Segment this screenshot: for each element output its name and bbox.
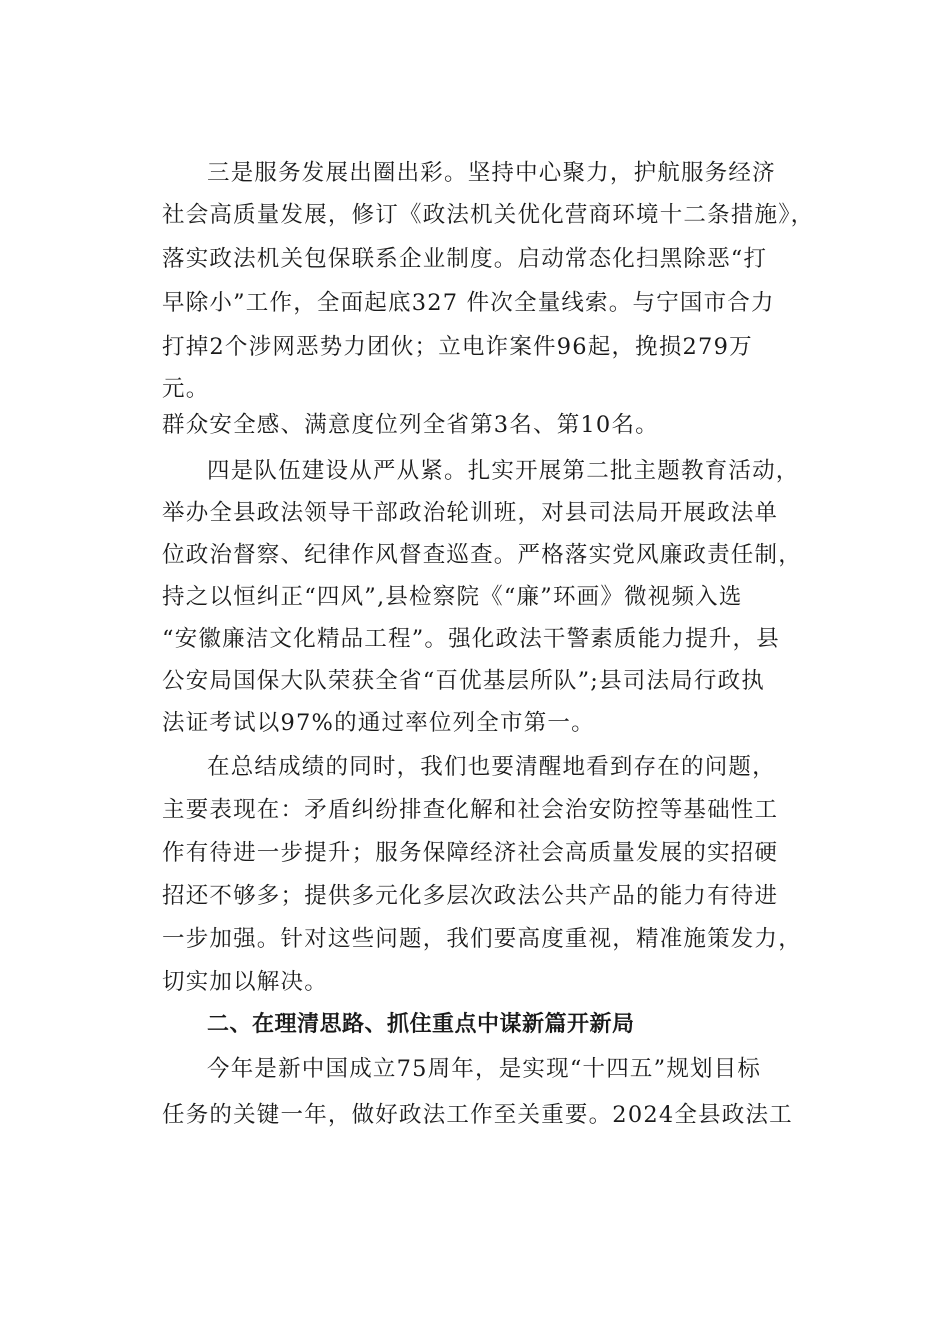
- text-line: 一步加强。针对这些问题，我们要高度重视，精准施策发力，: [162, 926, 802, 952]
- text-line: 公安局国保大队荣获全省“百优基层所队”;县司法局行政执: [162, 668, 765, 694]
- text-line: 群众安全感、满意度位列全省第3名、第10名。: [162, 412, 659, 438]
- text-line: “安徽廉洁文化精品工程”。强化政法干警素质能力提升，县: [162, 626, 780, 652]
- text-line: 任务的关键一年，做好政法工作至关重要。2024全县政法工: [162, 1102, 793, 1128]
- section-heading: 二、在理清思路、抓住重点中谋新篇开新局: [207, 1012, 635, 1037]
- text-line: 三是服务发展出圈出彩。坚持中心聚力，护航服务经济: [207, 160, 776, 186]
- text-line: 落实政法机关包保联系企业制度。启动常态化扫黑除恶“打: [162, 246, 768, 272]
- text-line: 作有待进一步提升；服务保障经济社会高质量发展的实招硬: [162, 840, 779, 866]
- text-line: 位政治督察、纪律作风督查巡查。严格落实党风廉政责任制，: [162, 542, 802, 568]
- text-line: 四是队伍建设从严从紧。扎实开展第二批主题教育活动，: [207, 458, 800, 484]
- text-line: 招还不够多；提供多元化多层次政法公共产品的能力有待进: [162, 883, 779, 909]
- text-line: 法证考试以97%的通过率位列全市第一。: [162, 710, 595, 736]
- text-line: 主要表现在：矛盾纠纷排查化解和社会治安防控等基础性工: [162, 797, 779, 823]
- text-line: 在总结成绩的同时，我们也要清醒地看到存在的问题，: [207, 754, 776, 780]
- text-line: 持之以恒纠正“四风”,县检察院《“廉”环画》微视频入选: [162, 584, 743, 610]
- text-line: 早除小”工作，全面起底327 件次全量线索。与宁国市合力: [162, 290, 775, 316]
- text-line: 社会高质量发展，修订《政法机关优化营商环境十二条措施》，: [162, 202, 815, 228]
- text-line: 打掉2个涉网恶势力团伙；立电诈案件96起，挽损279万: [162, 334, 753, 360]
- text-line: 切实加以解决。: [162, 969, 328, 995]
- text-line: 今年是新中国成立75周年，是实现“十四五”规划目标: [207, 1056, 762, 1082]
- text-line: 举办全县政法领导干部政治轮训班，对县司法局开展政法单: [162, 500, 779, 526]
- text-line: 元。: [162, 376, 210, 402]
